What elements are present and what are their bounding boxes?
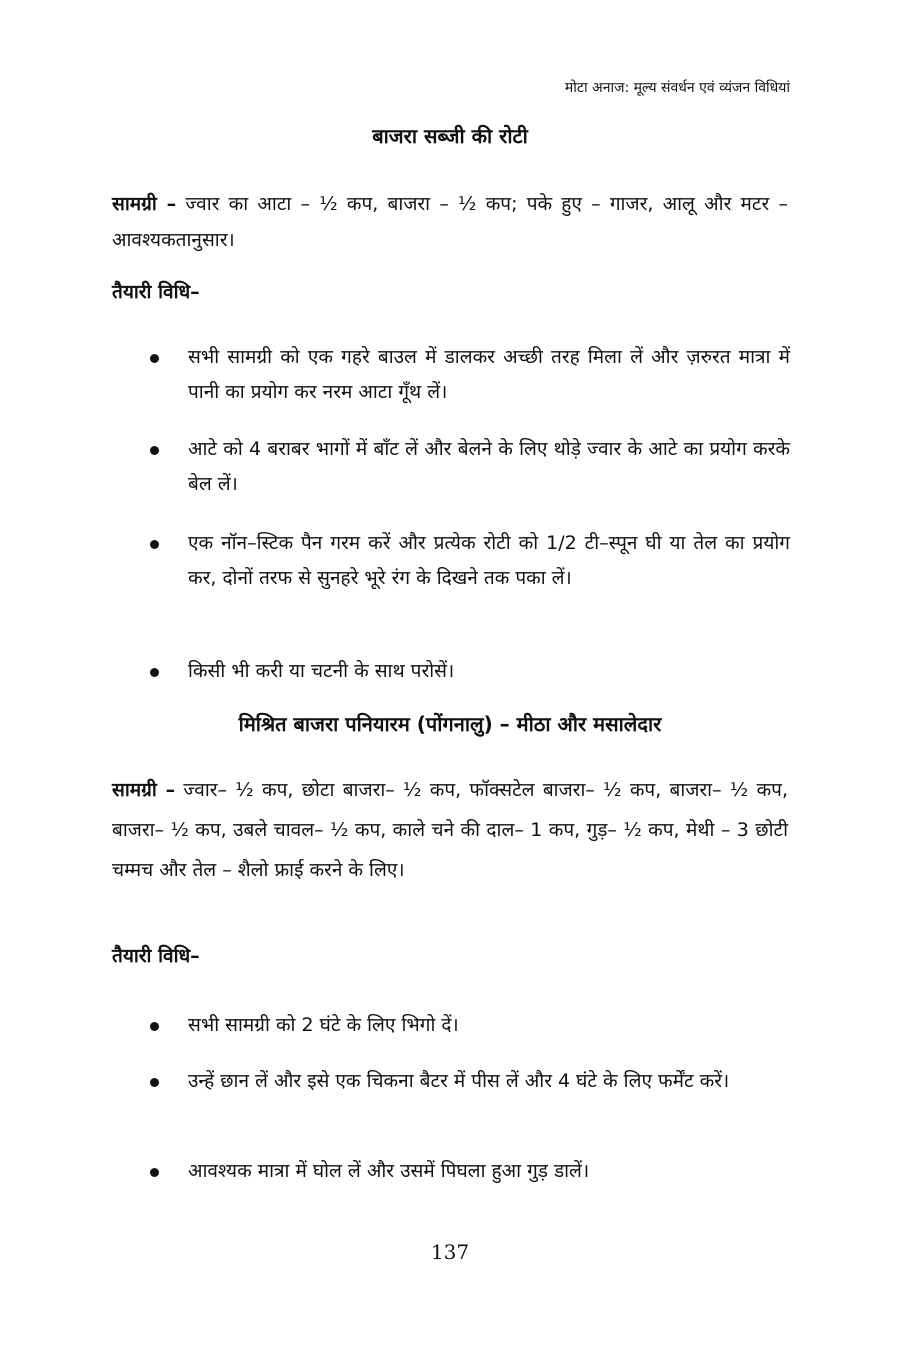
recipe1-step-4 bbox=[150, 654, 790, 689]
recipe2-step-2 bbox=[150, 1064, 790, 1099]
recipe2-title: मिश्रित बाजरा पनियारम (पोंगनालु) – मीठा और मसालेदार bbox=[238, 712, 662, 736]
recipe2-method-label: तैयारी विधि– bbox=[112, 945, 200, 967]
recipe1-ingredients-text: ज्वार का आटा – ½ कप, बाजरा – ½ कप; पके हुए – गाजर, आलू और मटर – आवश्यकतानुसार। bbox=[112, 193, 788, 251]
recipe1-step-1-text: सभी सामग्री को एक गहरे बाउल में डालकर अच्छी तरह मिला लें और ज़रुरत मात्रा में पानी का प्रयोग कर नरम आटा गूँथ लें। bbox=[188, 346, 790, 403]
recipe1-step-1 bbox=[150, 340, 790, 410]
recipe1-step-4-text: किसी भी करी या चटनी के साथ परोसें। bbox=[188, 660, 455, 682]
recipe1-step-3 bbox=[150, 526, 790, 596]
recipe1-step-2 bbox=[150, 432, 790, 502]
recipe2-step-2-text: उन्हें छान लें और इसे एक चिकना बैटर में पीस लें और 4 घंटे के लिए फर्मेंट करें। bbox=[188, 1070, 730, 1092]
bullet-dot bbox=[150, 354, 159, 363]
recipe2-step-3 bbox=[150, 1154, 790, 1189]
recipe2-step-1 bbox=[150, 1008, 790, 1043]
bullet-dot bbox=[150, 668, 159, 677]
recipe2-ingredients bbox=[112, 770, 788, 890]
recipe2-ingredients-label: सामग्री – bbox=[112, 779, 176, 801]
recipe1-step-3-text: एक नॉन–स्टिक पैन गरम करें और प्रत्येक रोटी को 1/2 टी–स्पून घी या तेल का प्रयोग कर, दोनों तरफ से सुनहरे भूरे रंग के दिखने तक पका लें। bbox=[188, 532, 790, 589]
recipe1-title: बाजरा सब्जी की रोटी bbox=[372, 124, 528, 148]
bullet-dot bbox=[150, 1078, 159, 1087]
recipe2-step-1-text: सभी सामग्री को 2 घंटे के लिए भिगो दें। bbox=[188, 1014, 459, 1036]
running-header: मोटा अनाज: मूल्य संवर्धन एवं व्यंजन विधियां bbox=[564, 80, 790, 96]
bullet-dot bbox=[150, 1168, 159, 1177]
page-number: 137 bbox=[430, 1240, 470, 1264]
recipe2-ingredients-text: ज्वार– ½ कप, छोटा बाजरा– ½ कप, फॉक्सटेल बाजरा– ½ कप, बाजरा– ½ कप, बाजरा– ½ कप, उबले चावल– ½ कप, काले चने की दाल– 1 कप, गुड़– ½ कप, मेथी – 3 छोटी चम्मच और तेल – शैलो फ्राई करने के लिए। bbox=[112, 779, 788, 881]
bullet-dot bbox=[150, 446, 159, 455]
recipe1-step-2-text: आटे को 4 बराबर भागों में बाँट लें और बेलने के लिए थोड़े ज्वार के आटे का प्रयोग करके बेल लें। bbox=[188, 438, 790, 495]
recipe1-ingredients-label: सामग्री – bbox=[112, 193, 177, 215]
bullet-dot bbox=[150, 1022, 159, 1031]
recipe2-step-3-text: आवश्यक मात्रा में घोल लें और उसमें पिघला हुआ गुड़ डालें। bbox=[188, 1160, 590, 1182]
recipe1-method-label: तैयारी विधि– bbox=[112, 281, 200, 303]
bullet-dot bbox=[150, 540, 159, 549]
recipe1-ingredients bbox=[112, 186, 788, 258]
